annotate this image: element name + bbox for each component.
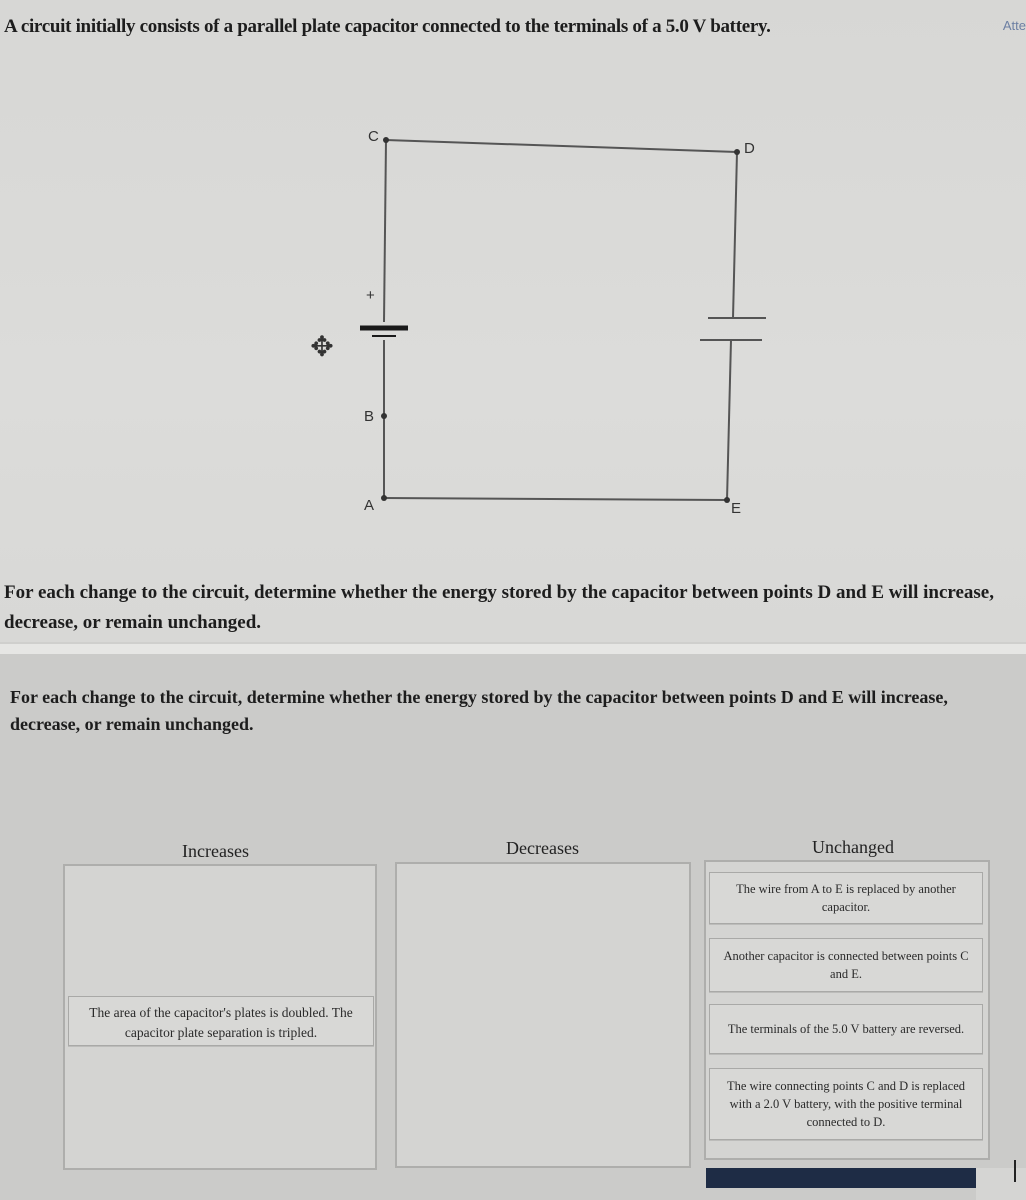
question-text-lower: For each change to the circuit, determine whether the energy stored by the capacitor between points D and E will increase, decrease, or remain unchanged. (10, 687, 948, 734)
column-label-increases: Increases (182, 841, 249, 861)
move-icon[interactable]: ✥ (310, 332, 334, 363)
footer-bar (706, 1168, 976, 1188)
drop-zone-decreases[interactable] (395, 862, 691, 1168)
label-e: E (731, 500, 742, 517)
answer-card[interactable]: The terminals of the 5.0 V battery are reversed. (709, 1004, 983, 1054)
answer-card[interactable]: Another capacitor is connected between points C and E. (709, 938, 983, 992)
wire-c-battery (384, 140, 386, 322)
node-d (734, 149, 740, 155)
node-b (381, 413, 387, 419)
label-plus: + (366, 287, 375, 304)
wire-c-d (386, 140, 737, 152)
node-a (381, 495, 387, 501)
label-a: A (364, 497, 375, 514)
footer-corner (976, 1168, 1026, 1200)
wire-capacitor-e (727, 340, 731, 500)
label-d: D (744, 140, 755, 157)
wire-a-e (384, 498, 727, 500)
answer-card[interactable]: The area of the capacitor's plates is doubled. The capacitor plate separation is tripled. (68, 996, 374, 1046)
circuit-diagram (0, 0, 1026, 560)
question-text-upper: For each change to the circuit, determine whether the energy stored by the capacitor between points D and E will increase, decrease, or remain unchanged. (4, 582, 994, 633)
attempt-link[interactable]: Atte (1002, 18, 1026, 33)
answer-card[interactable]: The wire from A to E is replaced by another capacitor. (709, 872, 983, 924)
column-label-decreases: Decreases (506, 838, 579, 858)
label-c: C (368, 128, 379, 145)
scroll-marker (1014, 1160, 1016, 1182)
intro-text: A circuit initially consists of a parallel plate capacitor connected to the terminals of a 5.0 V battery. (4, 16, 771, 37)
wire-d-capacitor (733, 152, 737, 318)
node-e (724, 497, 730, 503)
label-b: B (364, 408, 375, 425)
column-label-unchanged: Unchanged (812, 837, 894, 857)
section-divider (0, 644, 1026, 654)
answer-card[interactable]: The wire connecting points C and D is replaced with a 2.0 V battery, with the positive terminal connected to D. (709, 1068, 983, 1140)
node-c (383, 137, 389, 143)
